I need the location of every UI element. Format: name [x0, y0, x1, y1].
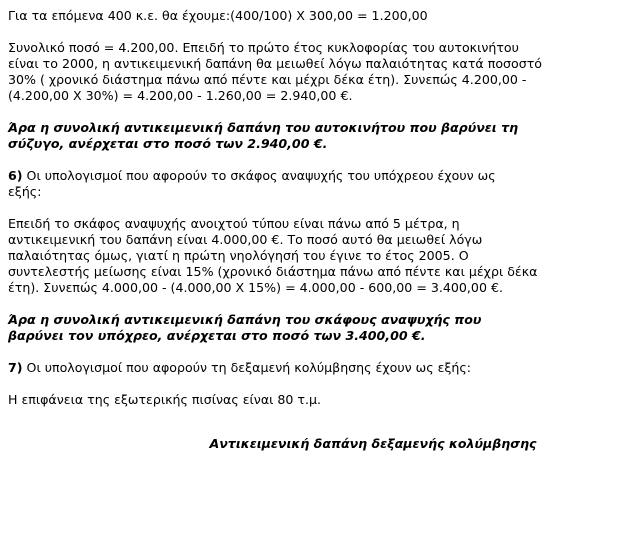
text-line: αντικειμενική του δαπάνη είναι 4.000,00 €. Το ποσό αυτό θα μειωθεί λόγω — [8, 232, 483, 247]
text-line: Συνολικό ποσό = 4.200,00. Επειδή το πρώτο έτος κυκλοφορίας του αυτοκινήτου — [8, 40, 519, 55]
text-line: είναι το 2000, η αντικειμενική δαπάνη θα μειωθεί λόγω παλαιότητας κατά ποσοστό — [8, 56, 542, 71]
section-heading-pool: Αντικειμενική δαπάνη δεξαμενής κολύμβησης — [209, 436, 537, 451]
text-line: σύζυγο, ανέρχεται στο ποσό των 2.940,00 €. — [8, 136, 328, 151]
section-text: Οι υπολογισμοί που αφορούν το σκάφος αναψυχής του υπόχρεου έχουν ως — [22, 168, 496, 183]
text-line: συντελεστής μείωσης είναι 15% (χρονικό διάστημα πάνω από πέντε και μέχρι δέκα — [8, 264, 538, 279]
paragraph-total-car — [8, 40, 608, 104]
section-text: Οι υπολογισμοί που αφορούν τη δεξαμενή κολύμβησης έχουν ως εξής: — [22, 360, 472, 375]
text-line: εξής: — [8, 184, 42, 199]
section-6-intro — [8, 168, 608, 200]
section-7-intro — [8, 360, 608, 376]
section-number: 6) — [8, 168, 23, 183]
text-line — [8, 168, 608, 184]
section-number: 7) — [8, 360, 23, 375]
text-line: 30% ( χρονικό διάστημα πάνω από πέντε και μέχρι δέκα έτη). Συνεπώς 4.200,00 - — [8, 72, 527, 87]
paragraph-pool-area: Η επιφάνεια της εξωτερικής πισίνας είναι 80 τ.μ. — [8, 392, 322, 407]
text-line: Άρα η συνολική αντικειμενική δαπάνη του αυτοκινήτου που βαρύνει τη — [8, 120, 519, 135]
text-line: βαρύνει τον υπόχρεο, ανέρχεται στο ποσό των 3.400,00 €. — [8, 328, 426, 343]
conclusion-boat — [8, 312, 608, 344]
document-body — [8, 8, 608, 452]
paragraph-calc-extra-cc: Για τα επόμενα 400 κ.ε. θα έχουμε:(400/100) Χ 300,00 = 1.200,00 — [8, 8, 428, 23]
text-line: Επειδή το σκάφος αναψυχής ανοιχτού τύπου είναι πάνω από 5 μέτρα, η — [8, 216, 460, 231]
text-line: (4.200,00 Χ 30%) = 4.200,00 - 1.260,00 = 2.940,00 €. — [8, 88, 353, 103]
text-line: έτη). Συνεπώς 4.000,00 - (4.000,00 Χ 15%) = 4.000,00 - 600,00 = 3.400,00 €. — [8, 280, 503, 295]
conclusion-car — [8, 120, 608, 152]
text-line: Άρα η συνολική αντικειμενική δαπάνη του σκάφους αναψυχής που — [8, 312, 482, 327]
paragraph-boat-calc — [8, 216, 608, 296]
text-line: παλαιότητας όμως, γιατί η πρώτη νηολόγησή του έγινε το έτος 2005. Ο — [8, 248, 469, 263]
